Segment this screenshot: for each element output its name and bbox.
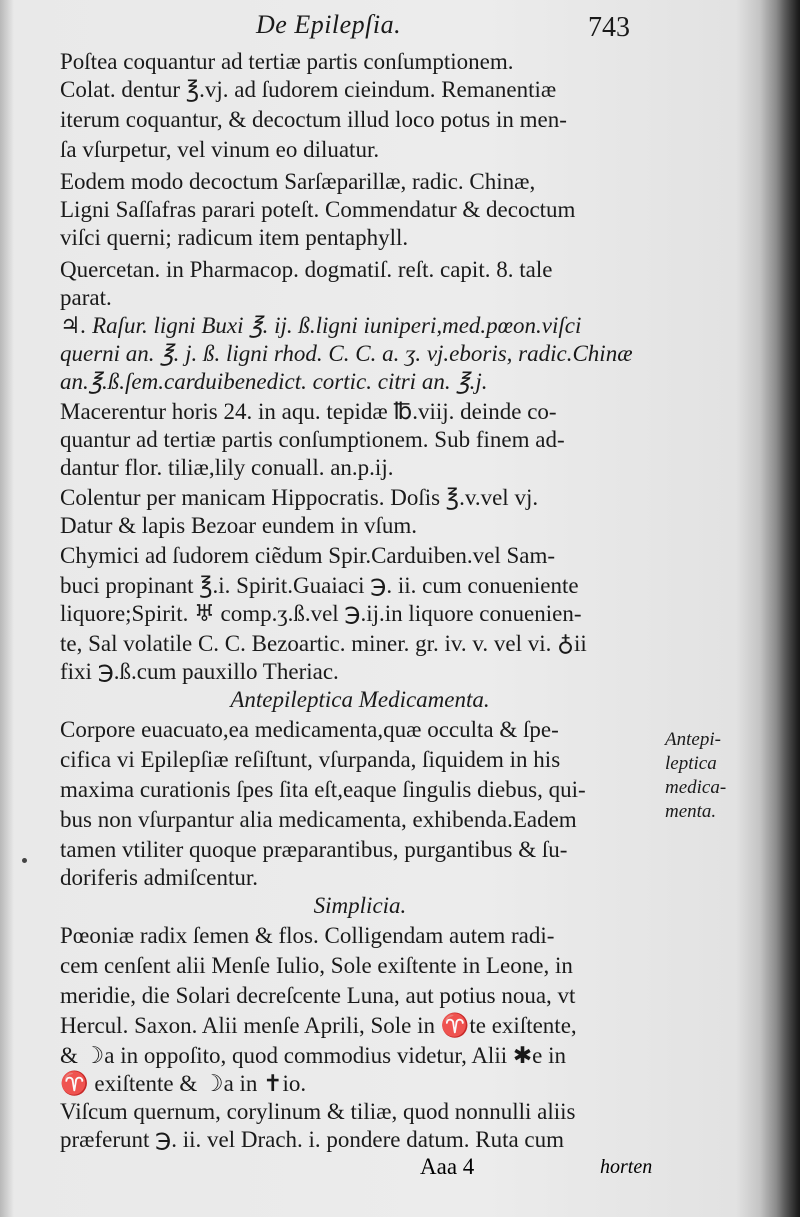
margin-note-line: leptica (665, 753, 717, 774)
text-line: Macerentur horis 24. in aqu. tepidæ ℔.viij. deinde co- (60, 399, 557, 424)
text-line: ſa vſurpetur, vel vinum eo diluatur. (60, 137, 380, 162)
ink-speck (22, 858, 27, 863)
text-line: an.℥.ß.ſem.carduibenedict. cortic. citri an. ℥.j. (60, 369, 488, 394)
text-line: Datur & lapis Bezoar eundem in vſum. (60, 513, 418, 538)
margin-note-line: Antepi- (665, 729, 721, 750)
text-line: dantur flor. tiliæ,lily conuall. an.p.ij. (60, 455, 394, 480)
text-line: cifica vi Epilepſiæ reſiſtunt, vſurpanda, ſiquidem in his (60, 747, 561, 772)
text-line: querni an. ℥. j. ß. ligni rhod. C. C. a. ʒ. vj.eboris, radic.Chinæ (60, 341, 633, 366)
page-number: 743 (588, 12, 630, 43)
text-line: liquore;Spirit. ♅ comp.ʒ.ß.vel ℈.ij.in liquore conuenien- (60, 601, 582, 626)
text-line: ♈ exiſtente & ☽a in ✝io. (60, 1071, 307, 1096)
text-line: quantur ad tertiæ partis conſumptionem. Sub finem ad- (60, 427, 565, 452)
text-line: fixi ℈.ß.cum pauxillo Theriac. (60, 659, 339, 684)
page-header (60, 6, 660, 46)
signature-mark: Aaa 4 (420, 1154, 475, 1179)
text-line: buci propinant ℥.i. Spirit.Guaiaci ℈. ii. cum conueniente (60, 573, 579, 598)
text-line: & ☽a in oppoſito, quod commodius videtur, Alii ✱e in (60, 1043, 566, 1068)
text-line: tamen vtiliter quoque præparantibus, purgantibus & ſu- (60, 837, 568, 862)
text-line: maxima curationis ſpes ſita eſt,eaque ſingulis diebus, qui- (60, 777, 586, 802)
section-heading: Simplicia. (313, 893, 407, 918)
text-line: Colat. dentur ℥.vj. ad ſudorem cieindum. Remanentiæ (60, 77, 557, 102)
running-title: De Epilepſia. (256, 10, 402, 39)
text-line: Quercetan. in Pharmacop. dogmatiſ. reſt. capit. 8. tale (60, 257, 553, 282)
text-line: Viſcum quernum, corylinum & tiliæ, quod nonnulli aliis (60, 1099, 576, 1124)
text-line: bus non vſurpantur alia medicamenta, exhibenda.Eadem (60, 807, 577, 832)
margin-note-line: medica- (665, 777, 727, 798)
text-line: parat. (60, 285, 112, 310)
text-line: Poſtea coquantur ad tertiæ partis conſumptionem. (60, 49, 514, 74)
text-line: cem cenſent alii Menſe Iulio, Sole exiſtente in Leone, in (60, 953, 573, 978)
text-line: viſci querni; radicum item pentaphyll. (60, 225, 409, 250)
margin-note (665, 728, 755, 824)
text-line: doriferis admiſcentur. (60, 865, 258, 890)
text-line: Colentur per manicam Hippocratis. Doſis ℥.v.vel vj. (60, 485, 539, 510)
gutter-shadow (760, 0, 800, 1217)
text-line: Chymici ad ſudorem ciẽdum Spir.Carduiben.vel Sam- (60, 543, 556, 568)
text-line: iterum coquantur, & decoctum illud loco potus in men- (60, 107, 567, 132)
text-line: Eodem modo decoctum Sarſæparillæ, radic. Chinæ, (60, 169, 536, 194)
text-line: Corpore euacuato,ea medicamenta,quæ occulta & ſpe- (60, 717, 559, 742)
text-line: Pœoniæ radix ſemen & flos. Colligendam autem radi- (60, 923, 555, 948)
text-line: Ligni Saſſafras parari poteſt. Commendatur & decoctum (60, 197, 576, 222)
text-line: meridie, die Solari decreſcente Luna, aut potius noua, vt (60, 983, 576, 1008)
text-line: ♃. Raſur. ligni Buxi ℥. ij. ß.ligni iuniperi,med.pœon.viſci (60, 313, 582, 338)
text-line: te, Sal volatile C. C. Bezoartic. miner. gr. iv. v. vel vi. ♁ii (60, 631, 587, 656)
text-line: Hercul. Saxon. Alii menſe Aprili, Sole in ♈te exiſtente, (60, 1013, 577, 1038)
margin-note-line: menta. (665, 801, 717, 822)
catchword: horten (600, 1156, 653, 1178)
section-heading: Antepileptica Medicamenta. (230, 687, 490, 712)
text-line: præferunt ℈. ii. vel Drach. i. pondere datum. Ruta cum (60, 1127, 565, 1152)
